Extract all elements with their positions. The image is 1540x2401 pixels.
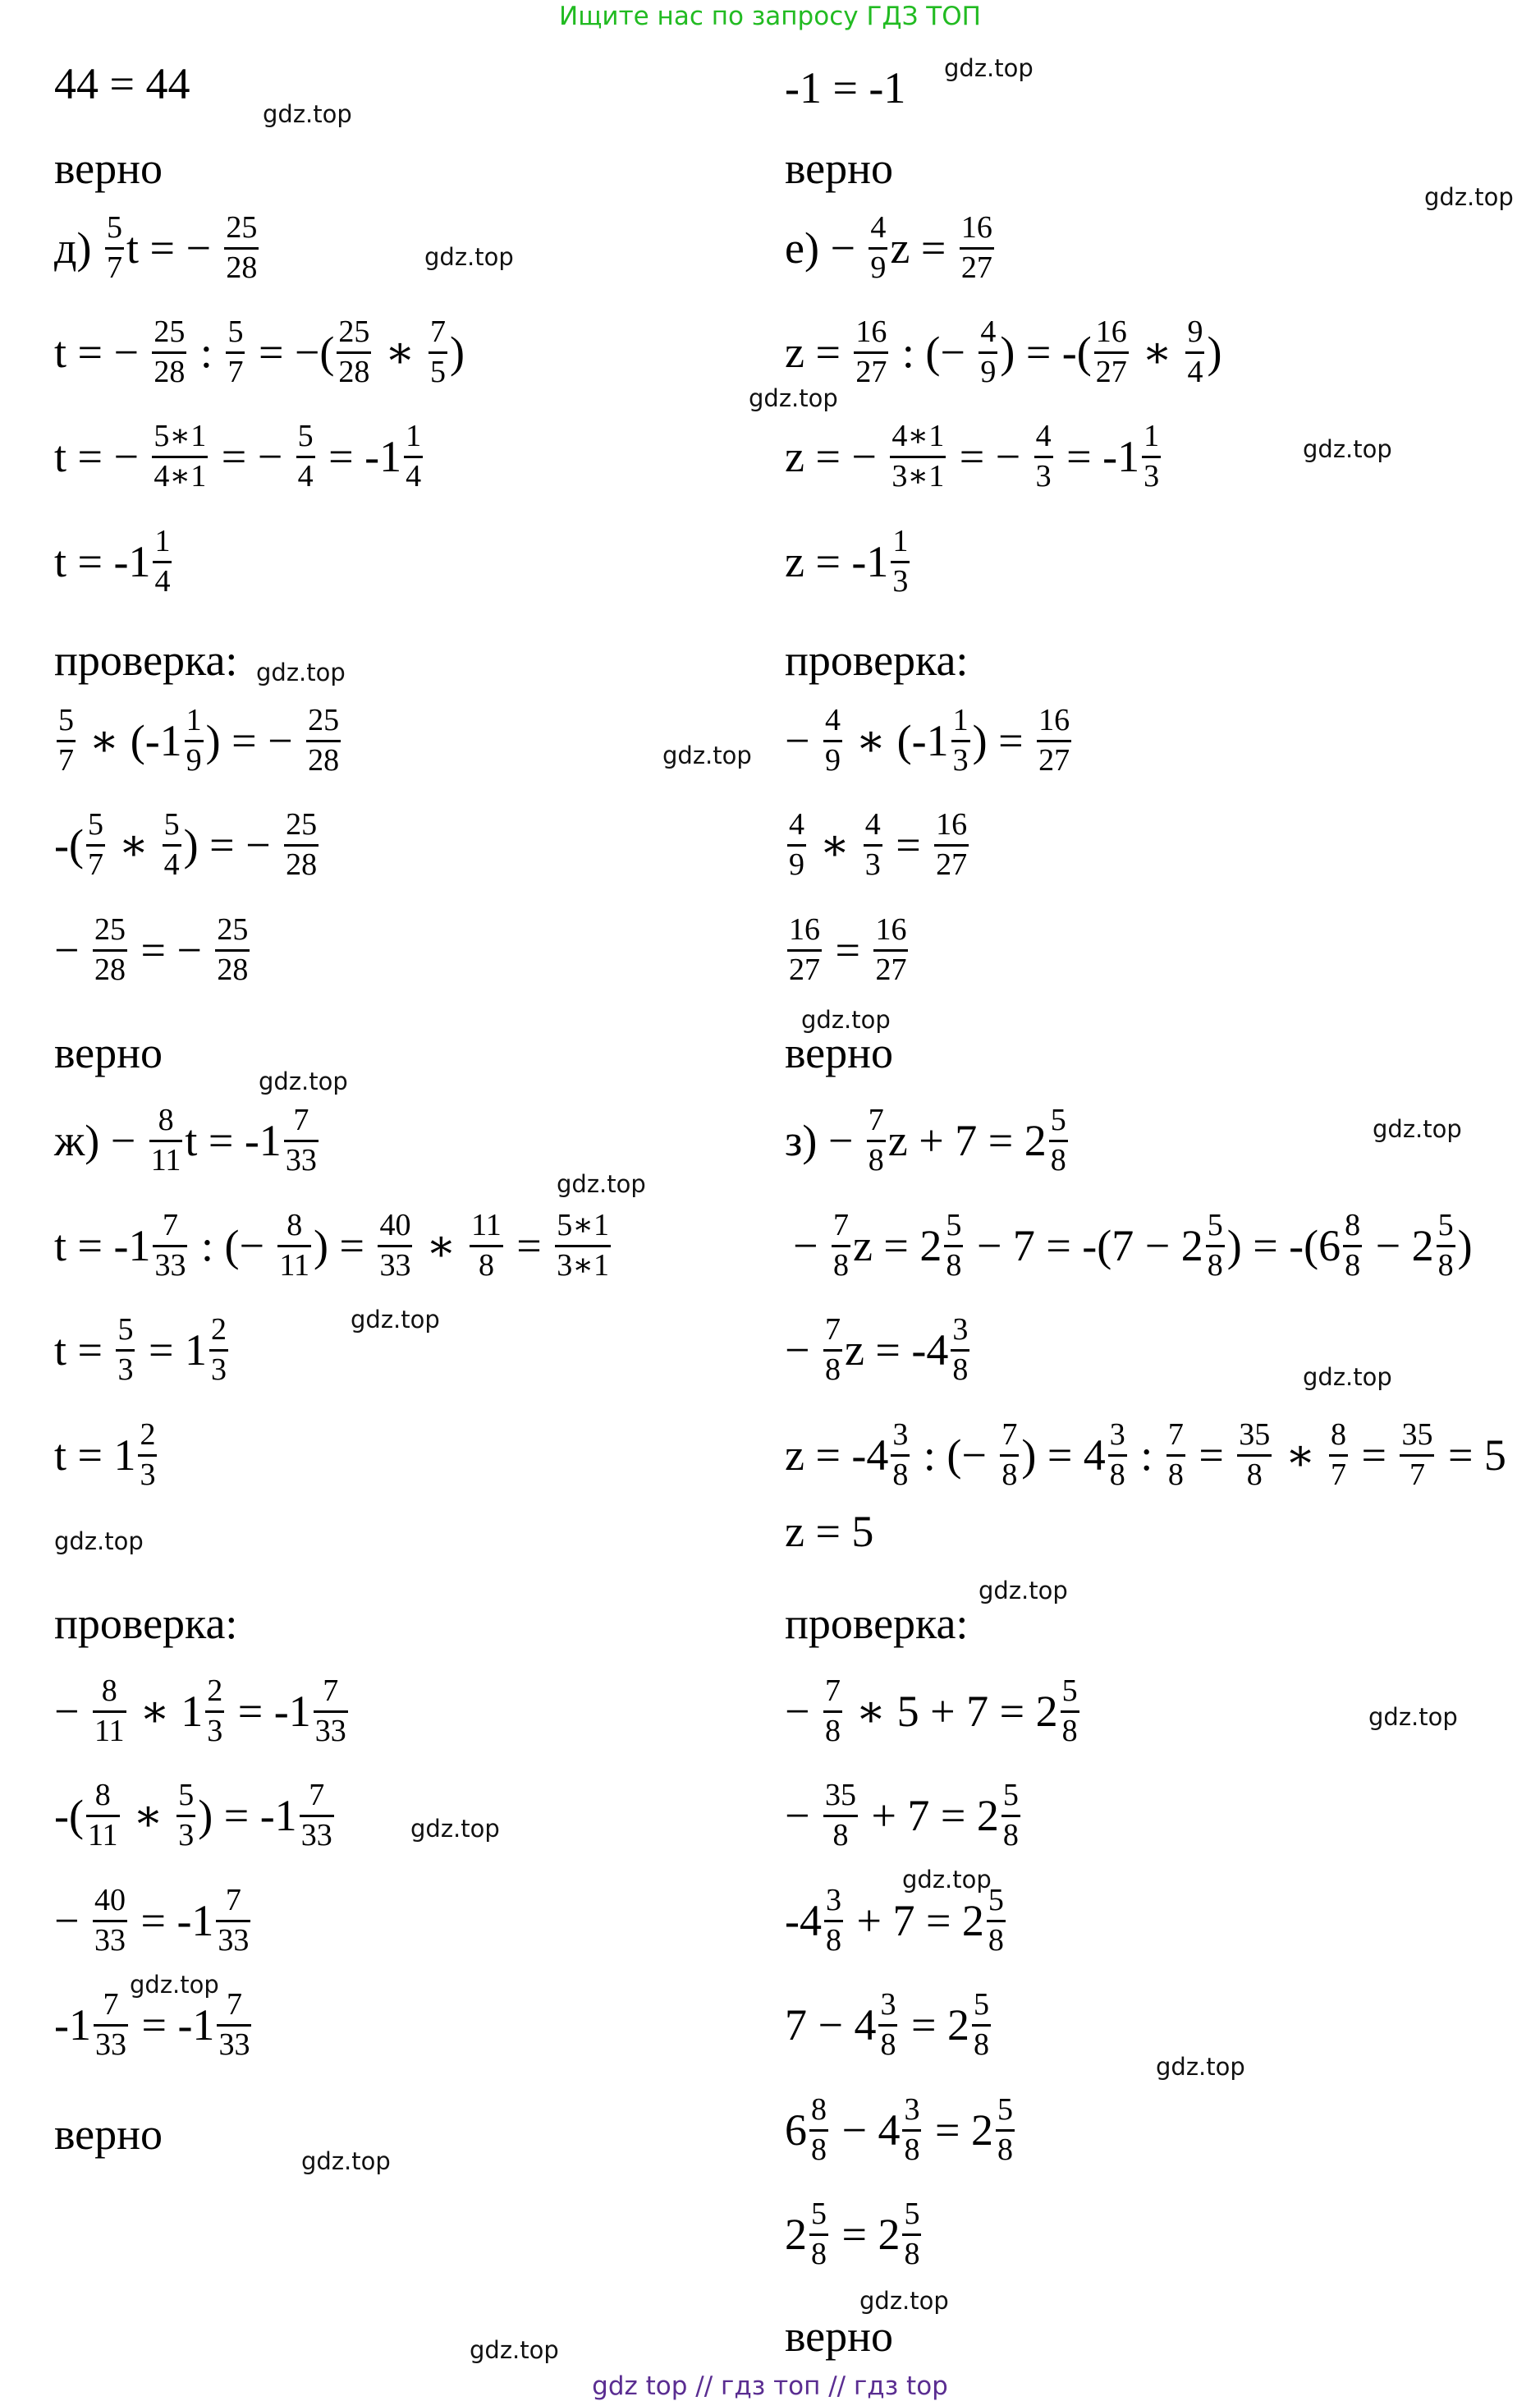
verdict-text: верно	[785, 144, 894, 193]
watermark: gdz.top	[1303, 1363, 1392, 1391]
watermark: gdz.top	[301, 2147, 391, 2175]
check-step: − $\frac{35}{8}$ + 7 = 2 $\frac{5}{8}$	[785, 1778, 1019, 1852]
watermark: gdz.top	[1368, 1703, 1458, 1731]
watermark: gdz.top	[1303, 435, 1392, 463]
check-step: 7 − 4 $\frac{3}{8}$ = 2 $\frac{5}{8}$	[785, 1987, 989, 2062]
watermark: gdz.top	[424, 243, 514, 271]
solution-result: t = -1 $\frac{1}{4}$	[54, 524, 171, 599]
check-step: − $\frac{7}{8}$ ∗ 5 + 7 = 2 $\frac{5}{8}$	[785, 1673, 1078, 1748]
problem-z-equation: з) − $\frac{7}{8}$ z + 7 = 2 $\frac{5}{8}$	[785, 1103, 1066, 1178]
watermark: gdz.top	[130, 1971, 219, 1999]
check-heading: проверка:	[785, 1599, 969, 1648]
check-heading: проверка:	[785, 636, 969, 685]
check-step: − $\frac{8}{11}$ ∗ 1 $\frac{2}{3}$ = -1 $\frac{7}{33}$	[54, 1673, 346, 1748]
check-step: − $\frac{4}{9}$ ∗ ( -1 $\frac{1}{3}$ ) = $\frac{16}{27}$	[785, 703, 1070, 778]
solution-step: z = -4 $\frac{3}{8}$ : (− $\frac{7}{8}$ ) = 4 $\frac{3}{8}$ : $\frac{7}{8}$ = $\frac{35}{8}$ ∗ $\frac{8}{7}$ = $\frac{35}{7}$ = 5	[785, 1417, 1506, 1492]
solution-step: t = $\frac{5}{3}$ = 1 $\frac{2}{3}$	[54, 1312, 227, 1387]
solution-step: z = − $\frac{4∗1}{3∗1}$ = − $\frac{4}{3}$ = -1 $\frac{1}{3}$	[785, 419, 1160, 494]
verdict-text: верно	[785, 2311, 894, 2361]
watermark: gdz.top	[1373, 1115, 1462, 1143]
check-step: -( $\frac{8}{11}$ ∗ $\frac{5}{3}$ ) = -1 $\frac{7}{33}$	[54, 1778, 332, 1852]
watermark: gdz.top	[351, 1306, 440, 1334]
check-heading: проверка:	[54, 1599, 238, 1648]
watermark: gdz.top	[259, 1067, 348, 1095]
watermark: gdz.top	[410, 1815, 500, 1843]
watermark: gdz.top	[470, 2336, 559, 2364]
watermark: gdz.top	[859, 2287, 949, 2315]
verdict-text: верно	[54, 144, 163, 193]
problem-e-equation: е) − $\frac{4}{9}$ z = $\frac{16}{27}$	[785, 210, 992, 285]
check-heading: проверка:	[54, 636, 238, 685]
check-step: $\frac{16}{27}$ = $\frac{16}{27}$	[789, 912, 907, 987]
solution-step: − $\frac{7}{8}$ z = 2 $\frac{5}{8}$ − 7 = -(7 − 2 $\frac{5}{8}$ ) = -( 6 $\frac{8}{8}$ − 2 $\frac{5}{8}$ )	[793, 1208, 1473, 1283]
watermark: gdz.top	[256, 659, 346, 686]
solution-result: z = 5	[785, 1507, 874, 1556]
watermark: gdz.top	[54, 1527, 144, 1555]
equation-line: 44 = 44	[54, 59, 190, 108]
watermark: gdz.top	[1424, 183, 1514, 211]
equation-line: -1 = -1	[785, 63, 906, 112]
verdict-text: верно	[785, 1028, 894, 1077]
watermark: gdz.top	[557, 1170, 646, 1198]
check-step: -( $\frac{5}{7}$ ∗ $\frac{5}{4}$ ) = − $\frac{25}{28}$	[54, 807, 318, 882]
watermark: gdz.top	[662, 741, 752, 769]
solution-step: − $\frac{7}{8}$ z = -4 $\frac{3}{8}$	[785, 1312, 969, 1387]
solution-result: z = -1 $\frac{1}{3}$	[785, 524, 909, 599]
check-step: 2 $\frac{5}{8}$ = 2 $\frac{5}{8}$	[785, 2197, 920, 2271]
check-step: $\frac{4}{9}$ ∗ $\frac{4}{3}$ = $\frac{16}{27}$	[789, 807, 968, 882]
solution-step: t = -1 $\frac{7}{33}$ : (− $\frac{8}{11}$ ) = $\frac{40}{33}$ ∗ $\frac{11}{8}$ = $\frac{5∗1}{3∗1}$	[54, 1208, 610, 1283]
watermark: gdz.top	[749, 384, 838, 412]
check-step: -1 $\frac{7}{33}$ = -1 $\frac{7}{33}$	[54, 1987, 250, 2062]
watermark: gdz.top	[902, 1866, 992, 1894]
solution-result: t = 1 $\frac{2}{3}$	[54, 1417, 156, 1492]
check-step: − $\frac{25}{28}$ = − $\frac{25}{28}$	[54, 912, 249, 987]
watermark: gdz.top	[263, 100, 352, 128]
verdict-text: верно	[54, 2109, 163, 2159]
check-step: − $\frac{40}{33}$ = -1 $\frac{7}{33}$	[54, 1883, 250, 1958]
verdict-text: верно	[54, 1028, 163, 1077]
check-step: -4 $\frac{3}{8}$ + 7 = 2 $\frac{5}{8}$	[785, 1883, 1004, 1958]
check-step: 6 $\frac{8}{8}$ − 4 $\frac{3}{8}$ = 2 $\frac{5}{8}$	[785, 2092, 1013, 2167]
solution-step: t = − $\frac{5∗1}{4∗1}$ = − $\frac{5}{4}$ = -1 $\frac{1}{4}$	[54, 419, 422, 494]
watermark: gdz.top	[801, 1006, 891, 1034]
problem-zh-equation: ж) − $\frac{8}{11}$ t = -1 $\frac{7}{33}$	[54, 1103, 317, 1178]
watermark: gdz.top	[944, 54, 1034, 82]
promo-banner[interactable]: Ищите нас по запросу ГДЗ ТОП	[559, 2, 981, 31]
watermark: gdz.top	[979, 1577, 1068, 1604]
watermark: gdz.top	[1156, 2053, 1245, 2081]
solution-step: t = − $\frac{25}{28}$ : $\frac{5}{7}$ = −( $\frac{25}{28}$ ∗ $\frac{7}{5}$ )	[54, 314, 465, 389]
footer-links[interactable]: gdz top // гдз топ // гдз top	[592, 2371, 948, 2401]
solution-step: z = $\frac{16}{27}$ : (− $\frac{4}{9}$ ) = -( $\frac{16}{27}$ ∗ $\frac{9}{4}$ )	[785, 314, 1222, 389]
problem-d-equation: д) $\frac{5}{7}$ t = − $\frac{25}{28}$	[54, 210, 258, 285]
check-step: $\frac{5}{7}$ ∗ ( -1 $\frac{1}{9}$ ) = − $\frac{25}{28}$	[58, 703, 340, 778]
